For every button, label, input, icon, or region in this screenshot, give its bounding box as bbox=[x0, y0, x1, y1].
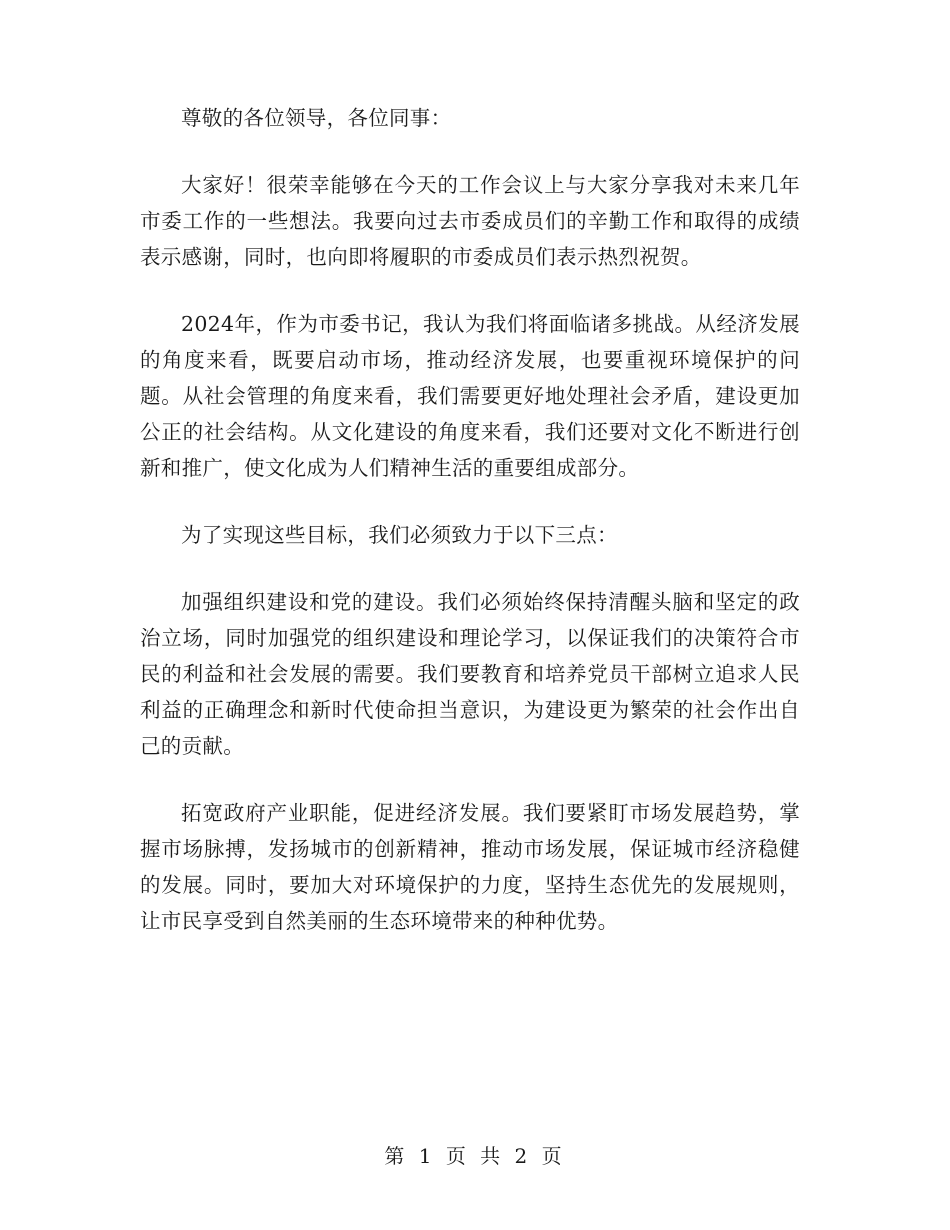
paragraph-greeting: 大家好！很荣幸能够在今天的工作会议上与大家分享我对未来几年市委工作的一些想法。我要向过去市委成员们的辛勤工作和取得的成绩表示感谢，同时，也向即将履职的市委成员们表示热烈祝贺。 bbox=[140, 173, 800, 269]
paragraph-three-points: 为了实现这些目标，我们必须致力于以下三点： bbox=[181, 523, 618, 547]
paragraph-challenges: 2024年，作为市委书记，我认为我们将面临诸多挑战。从经济发展的角度来看，既要启动市场，推动经济发展，也要重视环境保护的问题。从社会管理的角度来看，我们需要更好地处理社会矛盾，建设更加公正的社会结构。从文化建设的角度来看，我们还要对文化不断进行创新和推广，使文化成为人们精神生活的重要组成部分。 bbox=[140, 312, 800, 480]
page-number-footer: 第 1 页 共 2 页 bbox=[384, 1144, 566, 1168]
document-body bbox=[140, 100, 800, 970]
paragraph-economic-development: 拓宽政府产业职能，促进经济发展。我们要紧盯市场发展趋势，掌握市场脉搏，发扬城市的创新精神，推动市场发展，保证城市经济稳健的发展。同时，要加大对环境保护的力度，坚持生态优先的发展规则，让市民享受到自然美丽的生态环境带来的种种优势。 bbox=[140, 801, 800, 933]
paragraph-party-building: 加强组织建设和党的建设。我们必须始终保持清醒头脑和坚定的政治立场，同时加强党的组织建设和理论学习，以保证我们的决策符合市民的利益和社会发展的需要。我们要教育和培养党员干部树立追求人民利益的正确理念和新时代使命担当意识，为建设更为繁荣的社会作出自己的贡献。 bbox=[140, 590, 800, 758]
salutation: 尊敬的各位领导，各位同事： bbox=[181, 106, 452, 130]
